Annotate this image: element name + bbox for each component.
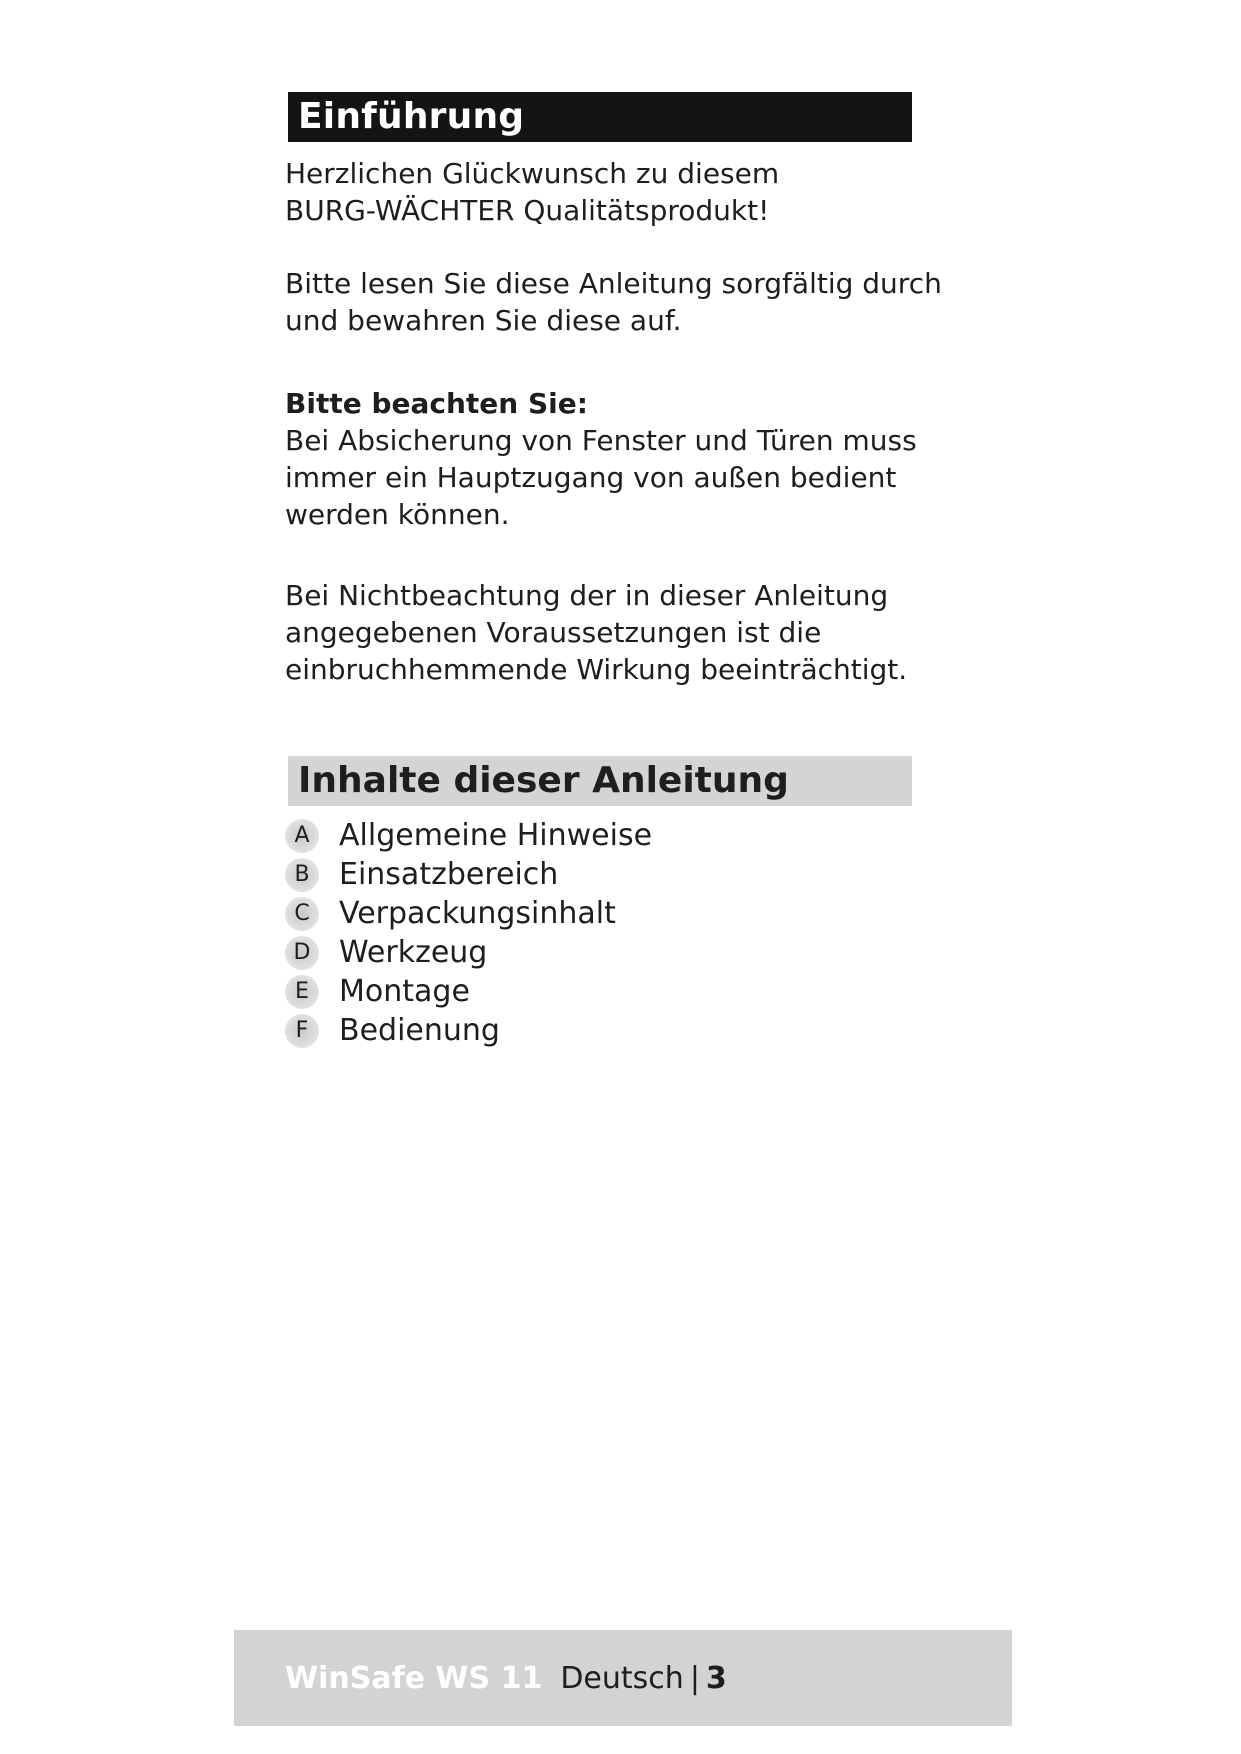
letter-badge-icon: C [285, 897, 319, 931]
note-title: Bitte beachten Sie: [285, 387, 588, 420]
letter-badge-icon: A [285, 819, 319, 853]
page-number: 3 [705, 1660, 727, 1696]
intro-heading-bar [288, 92, 912, 142]
footer-language: Deutsch [560, 1660, 684, 1696]
contents-item-label: Verpackungsinhalt [339, 896, 616, 931]
contents-list [285, 816, 905, 1050]
read-line: Bitte lesen Sie diese Anleitung sorgfältig durch [285, 267, 942, 300]
page-footer [234, 1630, 1012, 1726]
contents-item-f [285, 1011, 905, 1050]
congrats-line: BURG-WÄCHTER Qualitätsprodukt! [285, 194, 770, 227]
contents-heading-bar [288, 756, 912, 806]
contents-item-e [285, 972, 905, 1011]
warning-line: Bei Nichtbeachtung der in dieser Anleitung [285, 579, 889, 612]
read-line: und bewahren Sie diese auf. [285, 304, 682, 337]
contents-item-d [285, 933, 905, 972]
footer-product-name: WinSafe WS 11 [285, 1660, 543, 1696]
contents-item-c [285, 894, 905, 933]
intro-heading: Einführung [298, 96, 525, 137]
warning-paragraph [285, 577, 925, 688]
contents-item-label: Bedienung [339, 1013, 500, 1048]
note-line: Bei Absicherung von Fenster und Türen muss [285, 424, 917, 457]
warning-line: angegebenen Voraussetzungen ist die [285, 616, 822, 649]
read-instructions-paragraph [285, 265, 942, 339]
contents-item-label: Allgemeine Hinweise [339, 818, 653, 853]
letter-badge-icon: D [285, 936, 319, 970]
letter-badge-icon: F [285, 1014, 319, 1048]
contents-item-label: Montage [339, 974, 470, 1009]
note-paragraph [285, 385, 925, 533]
note-line: werden können. [285, 498, 510, 531]
congrats-paragraph [285, 155, 925, 229]
note-line: immer ein Hauptzugang von außen bedient [285, 461, 897, 494]
footer-separator: | [689, 1660, 700, 1696]
footer-content [285, 1630, 727, 1726]
warning-line: einbruchhemmende Wirkung beeinträchtigt. [285, 653, 908, 686]
letter-badge-icon: E [285, 975, 319, 1009]
letter-badge-icon: B [285, 858, 319, 892]
contents-heading: Inhalte dieser Anleitung [298, 760, 789, 801]
contents-item-label: Werkzeug [339, 935, 488, 970]
congrats-line: Herzlichen Glückwunsch zu diesem [285, 157, 780, 190]
contents-item-b [285, 855, 905, 894]
contents-item-a [285, 816, 905, 855]
contents-item-label: Einsatzbereich [339, 857, 559, 892]
